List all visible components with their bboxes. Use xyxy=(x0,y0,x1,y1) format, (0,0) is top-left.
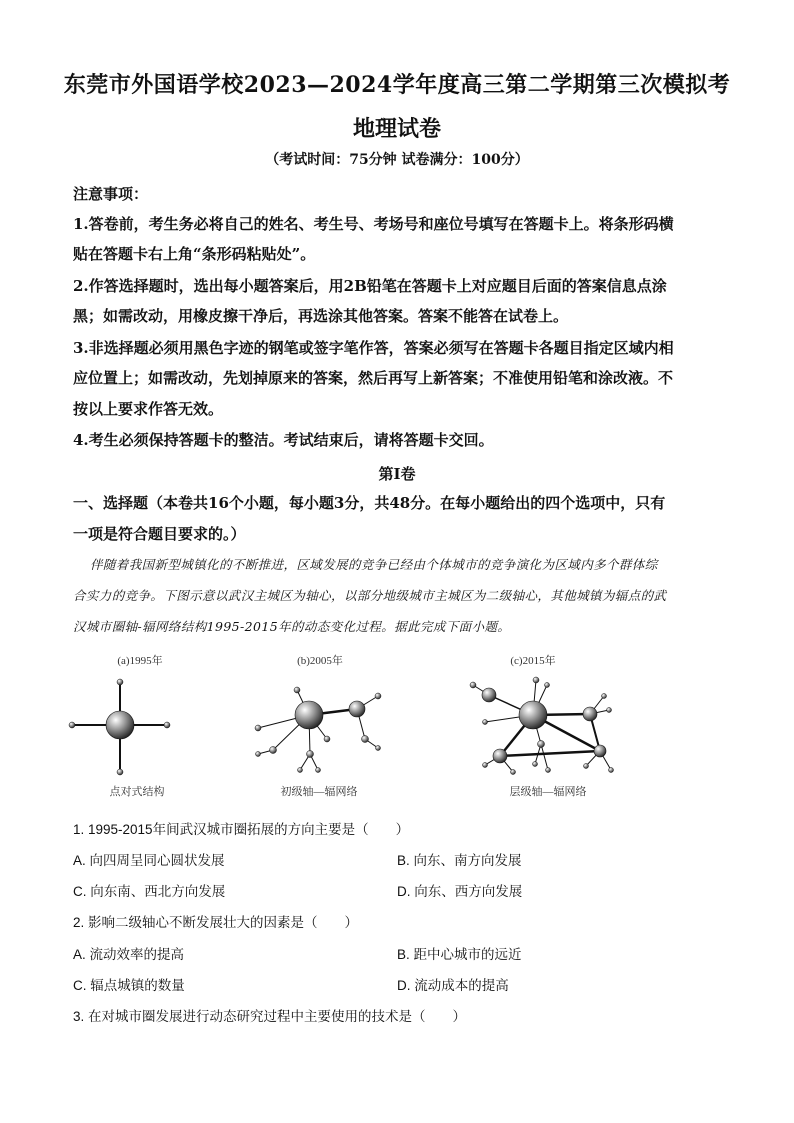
notice-line: 黑；如需改动，用橡皮擦干净后，再选涂其他答案。答案不能答在试卷上。 xyxy=(73,307,569,325)
panel-1995-caption: 点对式结构 xyxy=(109,786,165,798)
panel-2015-caption: 层级轴—辐网络 xyxy=(509,786,587,798)
material-line: 伴随着我国新型城镇化的不断推进，区域发展的竞争已经由个体城市的竞争演化为区域内多个群体综 xyxy=(90,557,658,572)
spoke-node xyxy=(307,751,314,758)
panel-2005-label: (b)2005年 xyxy=(297,655,343,667)
secondary-node xyxy=(493,749,507,763)
notice-line: 应位置上；如需改动，先划掉原来的答案，然后再写上新答案；不准使用铅笔和涂改液。不 xyxy=(73,369,674,387)
exam-title: 东莞市外国语学校2023—2024学年度高三第二学期第三次模拟考 xyxy=(63,72,731,98)
spoke-node xyxy=(362,736,369,743)
question-1-stem: 1. 1995-2015年间武汉城市圈拓展的方向主要是（ ） xyxy=(73,822,410,837)
spoke-node xyxy=(538,741,545,748)
main-node xyxy=(519,701,547,729)
material-line: 合实力的竞争。下图示意以武汉主城区为轴心，以部分地级城市主城区为二级轴心，其他城镇为辐点的武 xyxy=(73,588,667,603)
subject-title: 地理试卷 xyxy=(352,116,441,142)
secondary-node xyxy=(594,745,606,757)
spoke-node xyxy=(470,682,476,688)
edge xyxy=(541,744,548,770)
spoke-node xyxy=(69,722,75,728)
spoke-node xyxy=(294,687,300,693)
notice-line: 3.非选择题必须用黑色字迹的钢笔或签字笔作答，答案必须写在答题卡各题目指定区域内相 xyxy=(73,339,674,357)
panel-2005 xyxy=(255,653,381,798)
notice-line: 贴在答题卡右上角“条形码粘贴处”。 xyxy=(73,245,316,263)
spoke-node xyxy=(533,762,538,767)
question-1-option-d[interactable]: D. 向东、西方向发展 xyxy=(397,884,523,899)
section-instruction: 一、选择题（本卷共16个小题，每小题3分，共48分。在每小题给出的四个选项中，只有 xyxy=(73,494,666,512)
notice-line: 2.作答选择题时，选出每小题答案后，用2B铅笔在答题卡上对应题目后面的答案信息点涂 xyxy=(73,277,667,295)
main-node xyxy=(106,711,134,739)
question-2-option-c[interactable]: C. 辐点城镇的数量 xyxy=(73,978,185,993)
spoke-node xyxy=(609,768,614,773)
panel-2015 xyxy=(470,653,614,798)
section-title: 第Ⅰ卷 xyxy=(378,465,416,483)
spoke-node xyxy=(607,708,612,713)
spoke-node xyxy=(545,683,550,688)
spoke-node xyxy=(376,746,381,751)
city-network-figure xyxy=(0,640,794,805)
spoke-node xyxy=(533,677,539,683)
spoke-node xyxy=(298,768,303,773)
question-2-option-b[interactable]: B. 距中心城市的远近 xyxy=(397,947,522,962)
question-1-option-a[interactable]: A. 向四周呈同心圆状发展 xyxy=(73,853,225,868)
notice-line: 4.考生必须保持答题卡的整洁。考试结束后，请将答题卡交回。 xyxy=(73,431,494,449)
main-node xyxy=(295,701,323,729)
question-2-stem: 2. 影响二级轴心不断发展壮大的因素是（ ） xyxy=(73,915,359,930)
spoke-node xyxy=(375,693,381,699)
notice-line: 按以上要求作答无效。 xyxy=(73,400,224,418)
spoke-node xyxy=(117,769,123,775)
exam-info: （考试时间：75分钟 试卷满分：100分） xyxy=(265,152,529,168)
spoke-node xyxy=(584,764,589,769)
secondary-node xyxy=(482,688,496,702)
question-2-option-a[interactable]: A. 流动效率的提高 xyxy=(73,947,185,962)
panel-1995 xyxy=(69,653,170,798)
spoke-node xyxy=(316,768,321,773)
spoke-node xyxy=(602,694,607,699)
spoke-node xyxy=(546,768,551,773)
section-instruction: 一项是符合题目要求的。） xyxy=(73,525,246,543)
secondary-node xyxy=(349,701,365,717)
spoke-node xyxy=(483,763,488,768)
notice-heading: 注意事项： xyxy=(73,185,149,203)
question-1-option-b[interactable]: B. 向东、南方向发展 xyxy=(397,853,522,868)
question-2-option-d[interactable]: D. 流动成本的提高 xyxy=(397,978,509,993)
notice-line: 1.答卷前，考生务必将自己的姓名、考生号、考场号和座位号填写在答题卡上。将条形码横 xyxy=(73,215,674,233)
spoke-node xyxy=(483,720,488,725)
question-3-stem: 3. 在对城市圈发展进行动态研究过程中主要使用的技术是（ ） xyxy=(73,1009,467,1024)
secondary-node xyxy=(583,707,597,721)
panel-1995-label: (a)1995年 xyxy=(117,655,163,667)
panel-2015-label: (c)2015年 xyxy=(510,655,556,667)
question-1-option-c[interactable]: C. 向东南、西北方向发展 xyxy=(73,884,226,899)
spoke-node xyxy=(255,725,261,731)
material-line: 汉城市圈轴-辐网络结构1995-2015年的动态变化过程。据此完成下面小题。 xyxy=(73,619,511,634)
spoke-node xyxy=(511,770,516,775)
spoke-node xyxy=(324,736,330,742)
spoke-node xyxy=(256,752,261,757)
panel-2005-caption: 初级轴—辐网络 xyxy=(280,786,358,798)
spoke-node xyxy=(117,679,123,685)
axis-edge xyxy=(500,751,600,756)
spoke-node xyxy=(164,722,170,728)
spoke-node xyxy=(270,747,277,754)
